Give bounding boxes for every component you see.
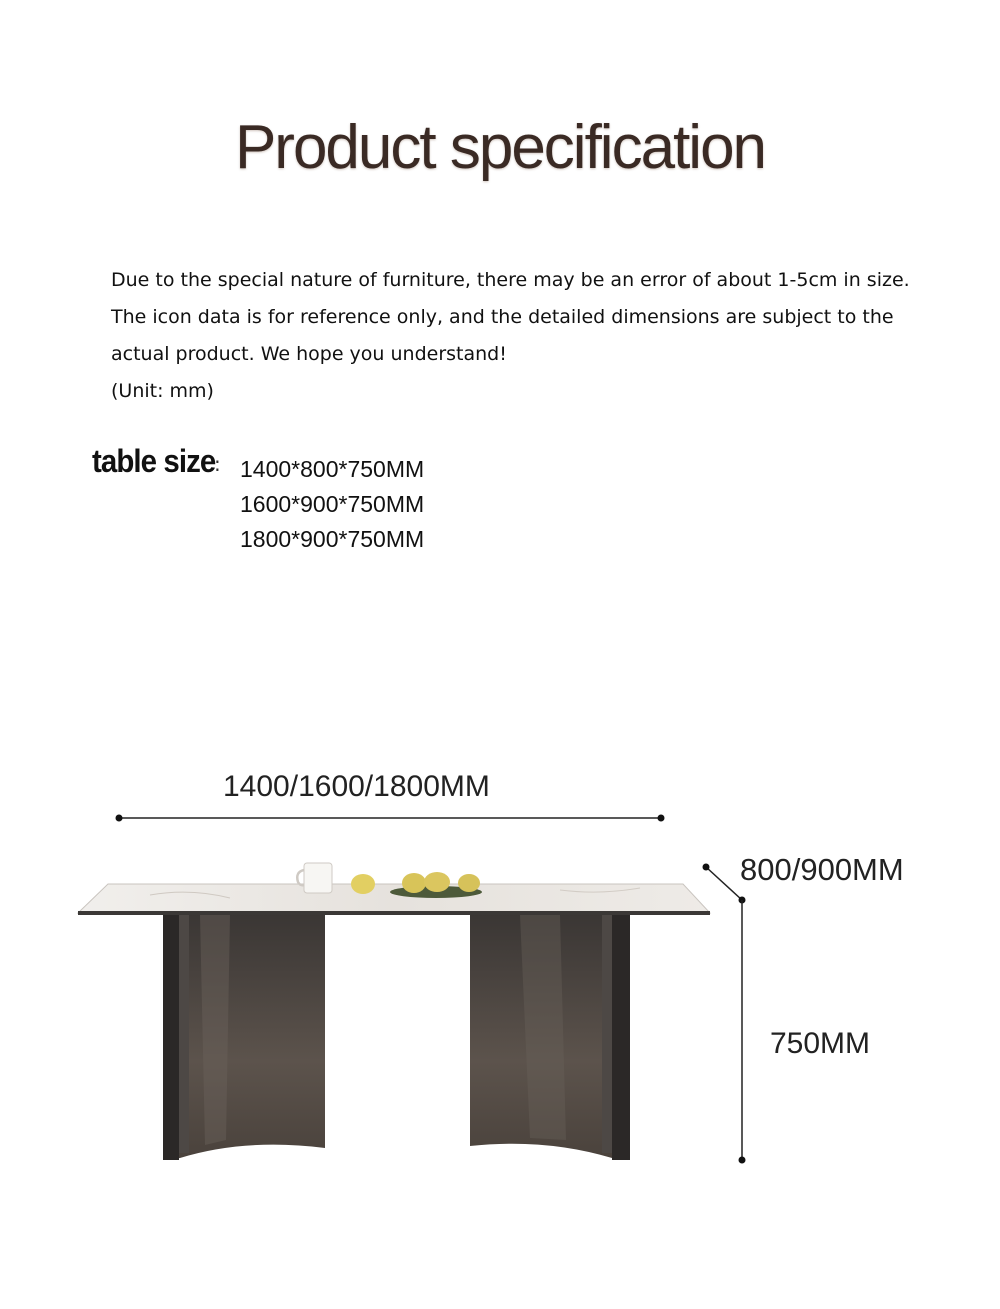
width-dimension-label: 1400/1600/1800MM [223, 770, 490, 803]
height-dimension-label: 750MM [770, 1027, 871, 1060]
right-leg [470, 913, 630, 1160]
page-title: Product specification [234, 113, 766, 182]
height-dimension-line [739, 900, 746, 1164]
depth-dimension-label: 800/900MM [740, 852, 904, 887]
unit-note: (Unit: mm) [111, 380, 214, 402]
table-size-label: table size [92, 443, 216, 479]
left-leg [163, 913, 325, 1160]
note-line-2: The icon data is for reference only, and the detailed dimensions are subject to the [111, 306, 894, 328]
size-option-1400: 1400*800*750MM [240, 456, 425, 482]
size-option-1800: 1800*900*750MM [240, 526, 425, 552]
note-line-3: actual product. We hope you understand! [111, 343, 507, 365]
width-dimension-line [116, 815, 665, 822]
table-size-colon: : [214, 452, 221, 476]
fruit-plate [390, 872, 482, 898]
size-option-1600: 1600*900*750MM [240, 491, 425, 517]
lemon [351, 874, 375, 894]
note-line-1: Due to the special nature of furniture, there may be an error of about 1-5cm in size. [111, 269, 910, 291]
table-top [78, 884, 710, 915]
